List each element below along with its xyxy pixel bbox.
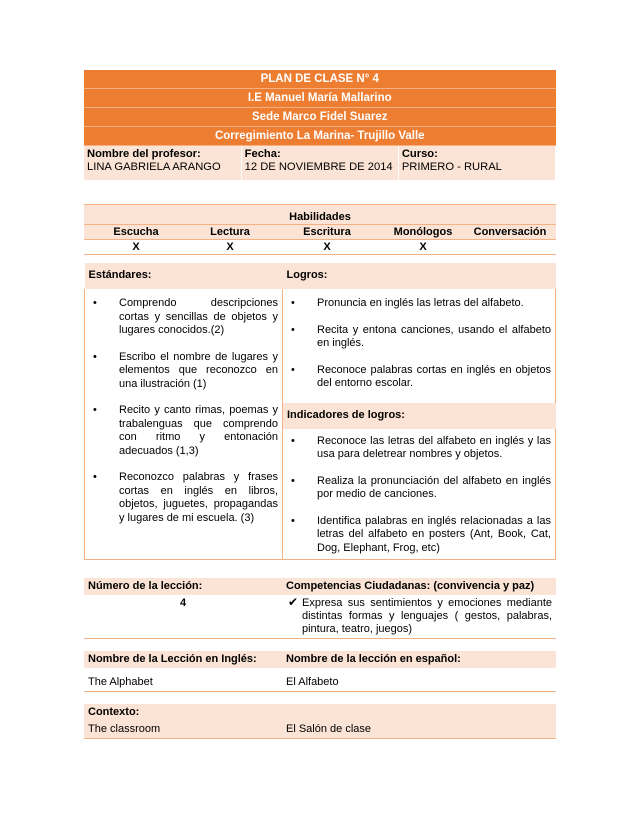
teacher-label: Nombre del profesor: [87,148,201,160]
skill-col-lectura: Lectura [188,225,272,240]
standards-list-cell [85,289,283,560]
skill-col-conversacion: Conversación [464,225,556,240]
list-item: • Recito y canto rimas, poemas y trabalenguas que comprendo con ritmo y entonación adecuados (1,3) [93,404,278,457]
checkmark-icon: ✔ [288,595,299,609]
skill-col-monologos: Monólogos [382,225,464,240]
list-item: • Pronuncia en inglés las letras del alfabeto. [291,297,524,309]
lesson-name-es-label: Nombre de la lección en español: [282,651,556,668]
list-item: • Escribo el nombre de lugares y elementos que reconozco en una ilustración (1) [93,350,278,390]
lesson-name-en-label: Nombre de la Lección en Inglés: [84,651,282,668]
lesson-number-table [84,578,556,639]
location: Corregimiento La Marina- Trujillo Valle [84,127,556,146]
campus-name: Sede Marco Fidel Suarez [84,108,556,127]
course-cell [398,146,555,181]
skill-mark-conversacion [464,240,556,255]
competencias-label: Competencias Ciudadanas: (convivencia y paz) [282,578,556,595]
lesson-number-value: 4 [84,595,282,639]
course-label: Curso: [401,148,438,160]
lesson-names-table [84,651,556,692]
skill-col-escritura: Escritura [272,225,382,240]
teacher-value: LINA GABRIELA ARANGO [87,161,221,173]
indicadores-label: Indicadores de logros: [283,403,556,429]
skills-table [84,204,556,255]
competencias-item: ✔ Expresa sus sentimientos y emociones mediante distintas formas y lenguajes ( gestos, palabras, pintura, teatro, juegos) [288,595,552,635]
skill-mark-lectura: X [188,240,272,255]
standards-label: Estándares: [85,263,283,289]
logros-label: Logros: [283,263,556,289]
context-es: El Salón de clase [282,721,556,739]
skill-mark-monologos: X [382,240,464,255]
skills-title: Habilidades [84,205,556,225]
standards-list [89,297,278,525]
date-label: Fecha: [244,148,281,160]
context-label: Contexto: [84,704,556,721]
lesson-plan-document [84,70,556,739]
date-value: 12 DE NOVIEMBRE DE 2014 [244,161,393,173]
list-item: • Reconozco palabras y frases cortas en inglés en libros, objetos, juguetes, propagandas y lugares de mi escuela. (3) [93,471,278,524]
skill-mark-escucha: X [84,240,188,255]
list-item: • Comprendo descripciones cortas y sencillas de objetos y lugares conocidos.(2) [93,297,278,336]
context-table [84,704,556,739]
school-name: I.E Manuel María Mallarino [84,89,556,108]
date-cell [241,146,398,181]
plan-title: PLAN DE CLASE N° 4 [84,70,556,89]
standards-table [84,263,556,560]
context-en: The classroom [84,721,282,739]
logros-list [287,297,551,391]
lesson-name-en-value: The Alphabet [84,668,282,692]
course-value: PRIMERO - RURAL [401,161,502,173]
indicadores-list-cell [283,429,556,560]
header-table [84,70,556,180]
skill-mark-escritura: X [272,240,382,255]
teacher-cell [84,146,241,181]
list-item: • Recita y entona canciones, usando el alfabeto en inglés. [291,323,551,349]
list-item: • Reconoce las letras del alfabeto en inglés y las usa para deletrear nombres y objetos. [291,434,551,460]
list-item: • Reconoce palabras cortas en inglés en objetos del entorno escolar. [291,363,551,389]
competencias-cell [282,595,556,639]
lesson-number-label: Número de la lección: [84,578,282,595]
logros-list-cell [283,289,556,403]
list-item: • Realiza la pronunciación del alfabeto en inglés por medio de canciones. [291,474,551,500]
indicadores-list [287,435,551,556]
skill-col-escucha: Escucha [84,225,188,240]
lesson-name-es-value: El Alfabeto [282,668,556,692]
list-item: • Identifica palabras en inglés relacionadas a las letras del alfabeto en posters (Ant, Book, Cat, Dog, Elephant, Frog, etc) [291,514,551,554]
